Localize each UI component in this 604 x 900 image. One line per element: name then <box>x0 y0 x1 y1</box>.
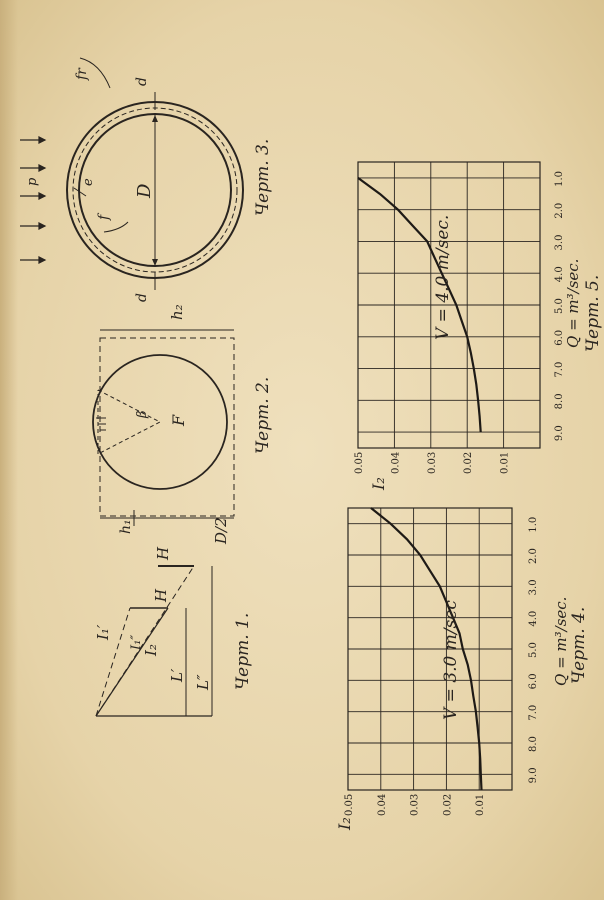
y-tick-label: 0.05 <box>344 793 355 816</box>
eccentricity-label: e <box>81 178 96 186</box>
fig4-caption: Черт. 4. <box>569 606 589 684</box>
fig5-tick-labels <box>354 171 565 474</box>
x-tick-label: 1.0 <box>528 516 539 533</box>
x-tick-label: 3.0 <box>528 579 539 596</box>
x-tick-label: 9.0 <box>528 767 539 784</box>
fig5-caption: Черт. 5. <box>583 274 603 352</box>
x-tick-label: 4.0 <box>528 610 539 627</box>
h1-label: h₁ <box>118 519 134 534</box>
beta-angle-lines <box>98 390 160 454</box>
diameter-arrow-top <box>152 115 158 122</box>
h2-label: h₂ <box>168 304 186 320</box>
fig4-xlabel: Q = m³/sec. <box>552 596 570 686</box>
fig2-circle-segment <box>93 304 273 545</box>
I1-dblprime-label: I₁″ <box>129 634 144 650</box>
x-tick-label: 7.0 <box>528 704 539 721</box>
x-tick-label: 4.0 <box>554 266 565 283</box>
pressure-arrows <box>20 137 45 263</box>
fig3-caption: Черт. 3. <box>253 138 273 216</box>
x-tick-label: 3.0 <box>554 234 565 251</box>
fig4-ylabel: I₂ <box>335 817 354 830</box>
wall-thickness-label-bottom: d <box>134 293 150 302</box>
y-tick-label: 0.02 <box>463 451 475 474</box>
x-tick-label: 2.0 <box>554 202 565 219</box>
f-pointer <box>104 222 128 232</box>
line-I2 <box>96 608 168 716</box>
y-tick-label: 0.01 <box>499 451 511 474</box>
x-tick-label: 1.0 <box>554 170 565 187</box>
H-label-step: H <box>152 588 170 602</box>
fig5-ylabel: I₂ <box>369 477 388 490</box>
L-prime-label: L′ <box>168 668 186 682</box>
diameter-arrow-bottom <box>152 259 158 266</box>
x-tick-label: 5.0 <box>528 642 539 658</box>
x-tick-label: 8.0 <box>554 393 565 410</box>
I2-label: I₂ <box>142 644 160 656</box>
y-tick-label: 0.01 <box>475 793 487 816</box>
x-tick-label: 6.0 <box>554 329 565 346</box>
x-tick-label: 6.0 <box>528 673 539 690</box>
fig2-caption: Черт. 2. <box>253 376 273 454</box>
area-f-label: f <box>96 214 112 220</box>
fig3-pipe-section <box>20 58 273 302</box>
fig2-circle <box>93 355 227 489</box>
diameter-label: D <box>134 183 155 198</box>
y-tick-label: 0.04 <box>376 793 388 816</box>
fig5-xlabel: Q = m³/sec. <box>564 258 582 348</box>
pressure-label: p <box>25 177 40 186</box>
y-tick-label: 0.02 <box>442 793 454 816</box>
wall-thickness-label-top: d <box>134 77 150 86</box>
fig5-chart <box>354 162 603 491</box>
L-dblprime-label: L″ <box>194 674 212 690</box>
I1-prime-label: I₁′ <box>94 624 112 640</box>
fig1-caption: Черт. 1. <box>233 612 253 690</box>
x-tick-label: 8.0 <box>528 736 539 752</box>
H-label-top: H <box>154 546 172 560</box>
area-fr-label: fr <box>74 68 90 80</box>
beta-label: β <box>135 410 150 418</box>
fig5-velocity-label: V = 4.0 m/sec. <box>433 214 453 340</box>
x-tick-label: 2.0 <box>528 548 539 564</box>
fig4-grid <box>348 508 512 790</box>
x-tick-label: 9.0 <box>554 425 565 442</box>
area-F-label: F <box>169 414 188 426</box>
fig4-velocity-label: V = 3.0 m/sec <box>441 600 461 720</box>
x-tick-label: 7.0 <box>554 361 565 378</box>
y-tick-label: 0.03 <box>409 793 421 816</box>
D2-label: D/2 <box>212 517 230 544</box>
fig4-chart <box>335 508 589 831</box>
y-tick-label: 0.04 <box>390 451 402 474</box>
line-I1pp <box>96 608 130 716</box>
y-tick-label: 0.05 <box>354 451 365 474</box>
fig1-grade-lines <box>94 546 253 716</box>
x-tick-label: 5.0 <box>554 298 565 314</box>
y-tick-label: 0.03 <box>426 451 438 474</box>
